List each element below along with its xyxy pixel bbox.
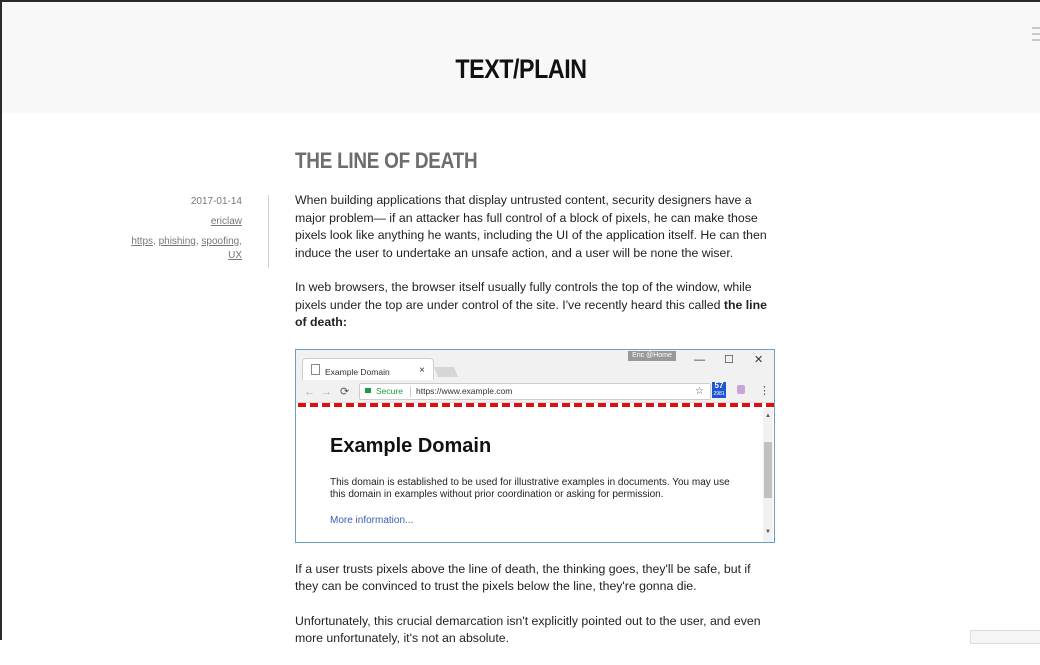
browser-tab — [302, 358, 434, 381]
url-text: https://www.example.com — [416, 385, 513, 396]
example-paragraph: This domain is established to be used for illustrative examples in documents. You may use this domain in examples without prior coordination or asking for permission. — [330, 476, 730, 500]
lock-icon — [365, 388, 371, 393]
scroll-down-icon: ▼ — [765, 529, 771, 535]
document-icon — [311, 364, 320, 375]
scrollbar — [763, 408, 773, 542]
site-title[interactable]: TEXT/PLAIN — [455, 54, 587, 84]
tag-link[interactable]: UX — [228, 250, 242, 261]
paragraph — [295, 279, 777, 332]
line-of-death — [298, 403, 774, 407]
tab-title: Example Domain — [325, 366, 390, 377]
profile-badge: Eric @Home — [628, 351, 676, 361]
meta-divider — [268, 195, 269, 268]
browser-screenshot — [295, 349, 775, 543]
post-date: 2017-01-14 — [190, 196, 242, 207]
example-link: More information... — [330, 514, 414, 526]
close-icon: × — [419, 364, 425, 376]
tag-list: https, phishing, spoofing, UX — [131, 236, 242, 261]
back-arrow-icon: ← — [304, 385, 315, 398]
extension-count: 57 — [714, 380, 724, 390]
minimize-icon: — — [694, 353, 705, 366]
scroll-up-icon: ▲ — [765, 412, 771, 419]
maximize-icon: ☐ — [724, 353, 734, 366]
scroll-thumb — [764, 442, 772, 498]
post-title[interactable]: THE LINE OF DEATH — [295, 148, 478, 173]
emphasis: the line of death: — [295, 297, 767, 329]
post-body — [295, 192, 777, 665]
extension-badge — [712, 382, 726, 398]
paragraph: When building applications that display untrusted content, security designers have a major problem— if an attacker has full control of a block of pixels, he can make those pixels look like anything he wants, including the UI of the application itself. He can then induce the user to undertake an unsafe action, and a user will be none the wiser. — [295, 193, 767, 260]
divider — [410, 386, 411, 397]
forward-arrow-icon: → — [321, 385, 332, 398]
menu-icon[interactable] — [1032, 27, 1040, 45]
floating-widget[interactable] — [970, 630, 1040, 644]
paragraph: If a user trusts pixels above the line of death, the thinking goes, they'll be safe, but if they can be convinced to trust the pixels below the line, they're gonna die. — [295, 561, 751, 593]
star-icon: ☆ — [695, 385, 704, 397]
reload-icon: ⟳ — [340, 385, 350, 398]
tag-link[interactable]: https — [131, 236, 154, 247]
extension-subcount: 2981 — [713, 390, 725, 397]
example-heading: Example Domain — [330, 434, 492, 457]
tag-link[interactable]: phishing — [158, 236, 196, 247]
post-meta — [120, 195, 242, 263]
address-bar — [359, 383, 711, 400]
tab-strip — [296, 350, 774, 380]
secure-label: Secure — [376, 385, 403, 396]
kebab-menu-icon: ⋮ — [759, 384, 770, 397]
browser-toolbar — [296, 380, 774, 403]
tag-link[interactable]: spoofing — [201, 236, 240, 247]
new-tab-shape — [434, 367, 458, 377]
author-link[interactable]: ericlaw — [210, 216, 242, 227]
site-header — [2, 2, 1040, 113]
close-window-icon: ✕ — [754, 353, 764, 366]
extension-icon — [737, 385, 745, 394]
paragraph-text: In web browsers, the browser itself usually fully controls the top of the window, while pixels under the top are under control of the site. I've recently heard this called — [295, 280, 752, 312]
paragraph: Unfortunately, this crucial demarcation isn't explicitly pointed out to the user, and even more unfortunately, it's not an absolute. — [295, 613, 761, 645]
